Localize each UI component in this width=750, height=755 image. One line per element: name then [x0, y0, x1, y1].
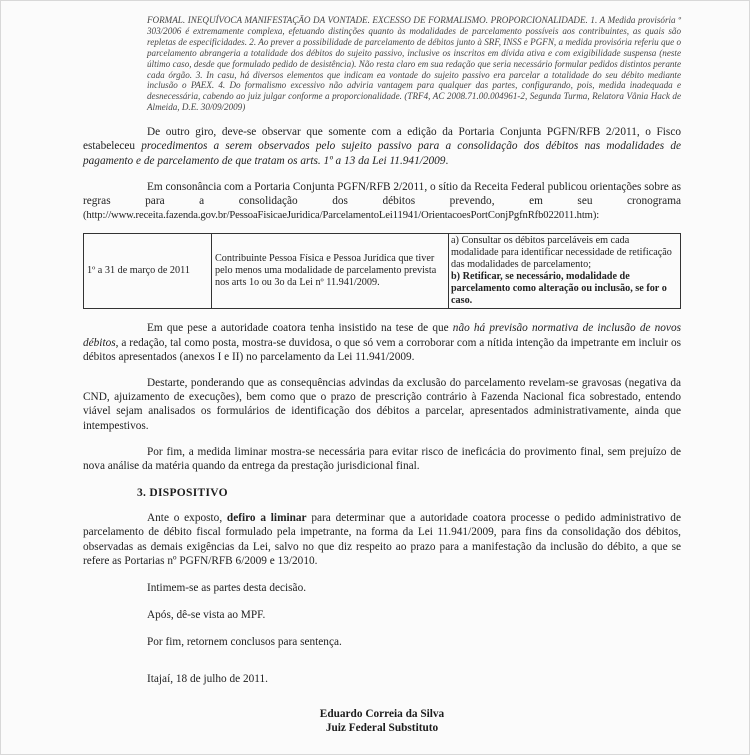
paragraph-text: Ante o exposto,	[147, 512, 227, 525]
period-cell: 1º a 31 de março de 2011	[84, 234, 212, 309]
signer-name: Eduardo Correia da Silva	[319, 708, 445, 720]
paragraph-portaria	[83, 125, 681, 168]
paragraph-text: Em consonância com a Portaria Conjunta PGFN/RFB 2/2011, o sítio da Receita Federal publicou orientações sobre as regras para a consolidação dos débitos prevendo, em seu cronograma	[83, 180, 681, 207]
action-item-b: b) Retificar, se necessário, modalidade de parcelamento como alteração ou inclusão, se for o caso.	[451, 271, 667, 307]
paragraph-dispositivo	[83, 511, 681, 568]
paragraph-text: .	[445, 154, 449, 167]
jurisprudence-quote: FORMAL. INEQUÍVOCA MANIFESTAÇÃO DA VONTADE. EXCESSO DE FORMALISMO. PROPORCIONALIDADE. 1. A Medida provisória º 303/2006 é extremamente complexa, efetuando distinções quanto às modalidades de parcelamento possíveis aos contribuintes, as quais são repletas de especificidades. 2. Ao prever a possibilidade de parcelamento de débitos junto à SRF, INSS e PGFN, a medida provisória referiu que o parcelamento abrangeria a totalidade dos débitos do sujeito passivo, inclusive os inscritos em dívida ativa e com exigibilidade suspensa (neste último caso, desde que formulado pedido de desistência). Não resta claro em sua redação que seria necessário formular pedidos distintos perante cada órgão. 3. In casu, há diversos elementos que indicam ea vontade do sujeito passivo era parcelar a totalidade do seu débito mediante inclusão o PAEX. 4. Do formalismo excessivo não adviria vantagem para qualquer das partes, configurando, pois, medida inadequada e desnecessária, cabendo ao juiz julgar conforme a proporcionalidade. (TRF4, AC 2008.71.00.004961-2, Segunda Turma, Relatora Vânia Hack de Almeida, D.E. 30/09/2009)	[147, 15, 681, 113]
action-cell	[449, 234, 681, 309]
paragraph-emphasis: procedimentos a serem observados pelo sujeito passivo para a consolidação dos débitos nas modalidades de pagamento e de parcelamento de que tratam os arts. 1º a 13 da Lei 11.941/2009	[83, 140, 681, 167]
signer-role: Juiz Federal Substituto	[325, 722, 439, 734]
intimation-line: Intimem-se as partes desta decisão.	[147, 582, 307, 595]
mpf-line: Após, dê-se vista ao MPF.	[147, 609, 266, 622]
signature-block	[83, 707, 681, 735]
date-line: Itajaí, 18 de julho de 2011.	[147, 672, 268, 685]
receita-url: (http://www.receita.fazenda.gov.br/PessoaFisicaeJuridica/ParcelamentoLei11941/OrientacoesPortConjPgfnRfb022011.htm):	[83, 210, 600, 222]
schedule-table	[83, 233, 681, 309]
paragraph-text: De outro giro, deve-se observar que somente com a edição da Portaria Conjunta PGFN/RFB 2/2011, o Fisco estabeleceu	[83, 126, 681, 153]
conclusion-line: Por fim, retornem conclusos para sentença.	[147, 636, 342, 649]
paragraph-text: Em que pese a autoridade coatora tenha insistido na tese de que	[147, 322, 453, 335]
paragraph-autoridade	[83, 321, 681, 364]
paragraph-bold: defiro a liminar	[226, 512, 307, 525]
paragraph-text: para determinar que a autoridade coatora processe o pedido administrativo de parcelamento de débito fiscal formulado pela impetrante, na forma da Lei 11.941/2009, para fins da consolidação dos débitos, observadas as demais exigências da Lei, salvo no que diz respeito ao prazo para a manifestação da inclusão do débito, a que se refere as Portarias nº PGFN/RFB 6/2009 e 13/2010.	[83, 512, 681, 567]
taxpayer-cell: Contribuinte Pessoa Física e Pessoa Jurídica que tiver pelo menos uma modalidade de parcelamento prevista nos arts 1o ou 3o da Lei nº 11.941/2009.	[212, 234, 449, 309]
paragraph-consonancia	[83, 180, 681, 224]
action-item-a: a) Consultar os débitos parceláveis em cada modalidade para identificar necessidade de retificação das modalidades de parcelamento;	[451, 235, 672, 271]
paragraph-emphasis: não há previsão normativa de inclusão de novos débitos	[83, 322, 681, 349]
section-heading: 3. DISPOSITIVO	[137, 487, 228, 500]
document-body	[83, 15, 681, 686]
paragraph-destarte: Destarte, ponderando que as consequências advindas da exclusão do parcelamento revelam-se gravosas (negativa da CND, ajuizamento de execuções), bem como que o prazo de prescrição contrário à Fazenda Nacional fica sobrestado, entendo viável sejam analisados os formulários de identificação dos débitos a parcelar, apresentados administrativamente, ainda que intempestivos.	[83, 376, 681, 432]
table-row	[84, 234, 681, 309]
paragraph-liminar: Por fim, a medida liminar mostra-se necessária para evitar risco de ineficácia do provimento final, sem prejuízo de nova análise da matéria quando da entrega da prestação jurisdicional final.	[83, 445, 681, 472]
paragraph-text: , a redação, tal como posta, mostra-se duvidosa, o que só vem a corroborar com a nítida intenção da impetrante em incluir os débitos apresentados (anexos I e II) no parcelamento da Lei 11.941/2009.	[83, 336, 681, 363]
